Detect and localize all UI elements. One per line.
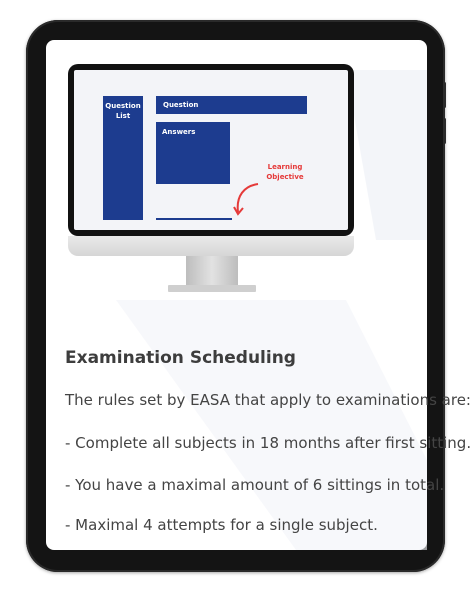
question-list-panel — [103, 96, 143, 220]
answers-label: Answers — [162, 128, 196, 136]
monitor-illustration — [68, 64, 354, 294]
tablet-side-button — [443, 118, 446, 144]
tablet-side-button — [443, 82, 446, 108]
rule-item: - You have a maximal amount of 6 sittings in total. — [65, 476, 445, 494]
question-label: Question — [163, 101, 199, 109]
answers-panel — [156, 122, 230, 184]
tablet-screen[interactable] — [46, 40, 472, 550]
rule-item: - Maximal 4 attempts for a single subject. — [65, 516, 378, 534]
monitor-display — [74, 70, 348, 230]
monitor-stand-neck — [186, 256, 238, 286]
question-list-label: Question List — [105, 102, 141, 120]
curved-arrow-icon — [232, 180, 262, 216]
learning-objective-label: Learning Objective — [266, 163, 304, 181]
section-heading: Examination Scheduling — [65, 348, 296, 368]
question-bar — [156, 96, 307, 114]
monitor-stand-foot — [168, 285, 256, 292]
rule-item: - Complete all subjects in 18 months after first sitting. — [65, 434, 472, 452]
monitor-chin — [68, 236, 354, 256]
intro-paragraph: The rules set by EASA that apply to examinations are: — [65, 391, 471, 409]
progress-line — [156, 218, 232, 220]
monitor-bezel — [68, 64, 354, 236]
